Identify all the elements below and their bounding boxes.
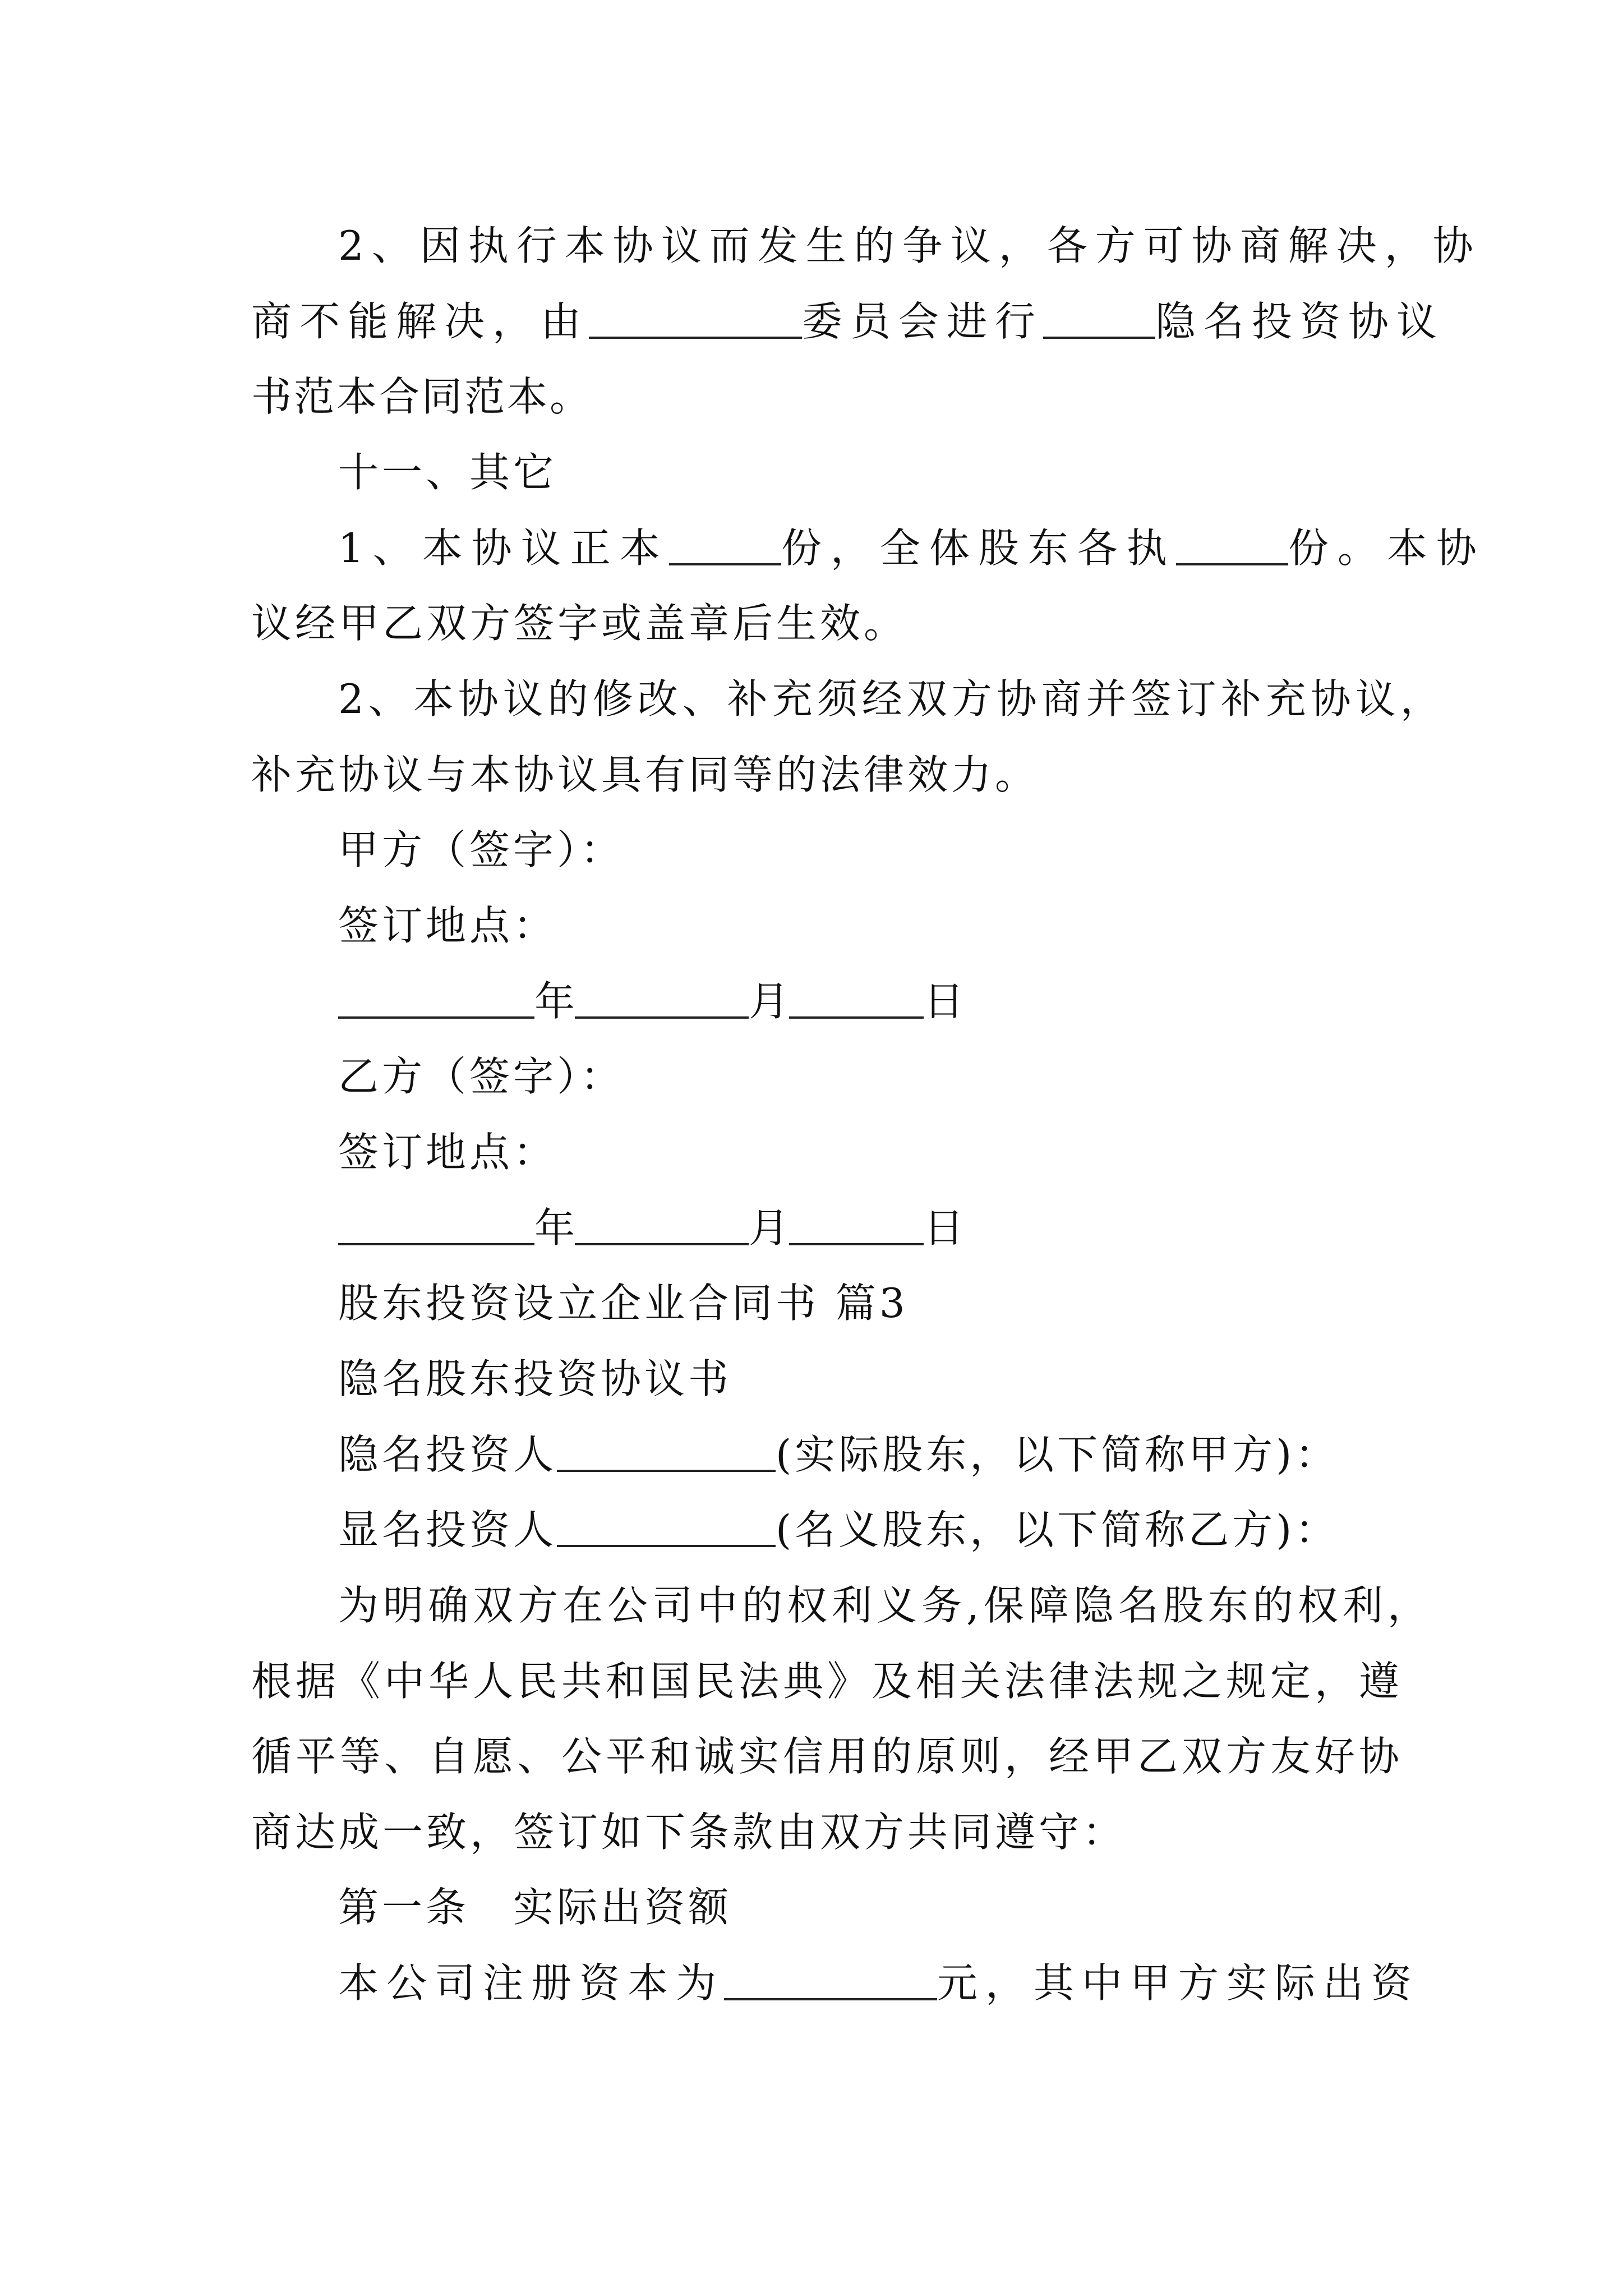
paragraph-line: [338, 520, 1486, 576]
text: 2、因执行本协议而发生的争议，各方可协商解决，协: [338, 222, 1481, 269]
text: 元，其中甲方实际出资: [937, 1959, 1420, 2007]
paragraph-line: [338, 218, 1481, 274]
named-investor-line: [338, 1502, 1339, 1558]
party-a-signature: [338, 822, 624, 878]
text: 根据《中华人民共和国民法典》及相关法律法规之规定，遵: [251, 1658, 1404, 1705]
paragraph-line: [338, 671, 1445, 727]
text: 甲方（签字）：: [338, 826, 625, 873]
party-b-place: [338, 1124, 557, 1180]
document-subheading: [338, 1351, 732, 1407]
text: 为明确双方在公司中的权利义务,保障隐名股东的权利，: [338, 1582, 1432, 1629]
text: 十一、其它: [338, 449, 557, 496]
blank-field: [589, 337, 802, 339]
text: 补充协议与本协议具有同等的法律效力。: [251, 751, 1039, 798]
article-heading: [338, 1879, 732, 1935]
blank-field: [1176, 563, 1288, 565]
paragraph-line: [251, 1653, 1403, 1709]
paragraph-line: [251, 293, 1445, 349]
document-heading: [338, 1275, 909, 1331]
text: 1、本协议正本: [338, 524, 669, 572]
text: 隐名股东投资协议书: [338, 1355, 732, 1402]
text: 委员会进行: [802, 298, 1044, 345]
text: 份，全体股东各执: [781, 524, 1176, 572]
blank-field: [724, 1998, 937, 2000]
text: 本公司注册资本为: [338, 1959, 725, 2007]
text: (名义股东，以下简称乙方)：: [776, 1506, 1339, 1553]
blank-field: [557, 1470, 776, 1472]
party-a-date: [338, 973, 964, 1029]
text: 日: [924, 1204, 965, 1251]
blank-field: [575, 1016, 749, 1019]
text: 隐名投资人: [338, 1431, 557, 1478]
party-b-signature: [338, 1048, 624, 1105]
paragraph-line: [251, 369, 592, 425]
text: 议经甲乙双方签字或盖章后生效。: [251, 600, 908, 647]
paragraph-line: [251, 1728, 1403, 1784]
text: 隐名投资协议: [1155, 298, 1445, 345]
paragraph-line: [251, 1804, 1126, 1860]
paragraph-line: [251, 595, 907, 651]
text: 乙方（签字）：: [338, 1053, 625, 1100]
party-b-date: [338, 1200, 964, 1256]
blank-field: [789, 1016, 924, 1019]
text: 份。本协: [1288, 524, 1486, 572]
text: 循平等、自愿、公平和诚实信用的原则，经甲乙双方友好协: [251, 1733, 1404, 1780]
paragraph-line: [251, 747, 1039, 803]
blank-field: [1043, 337, 1155, 339]
hidden-investor-line: [338, 1427, 1339, 1483]
paragraph-line: [338, 1955, 1419, 2011]
blank-field: [338, 1016, 534, 1019]
text: 年: [534, 978, 575, 1025]
text: 股东投资设立企业合同书 篇3: [338, 1280, 909, 1327]
party-a-place: [338, 898, 557, 954]
text: 签订地点：: [338, 1129, 557, 1176]
paragraph-line: [338, 1577, 1432, 1634]
text: 商不能解决，由: [251, 298, 589, 345]
text: 显名投资人: [338, 1506, 557, 1553]
blank-field: [789, 1243, 924, 1245]
text: 商达成一致，签订如下条款由双方共同遵守：: [251, 1809, 1127, 1856]
section-heading: [338, 444, 557, 500]
blank-field: [575, 1243, 749, 1245]
text: (实际股东，以下简称甲方)：: [776, 1431, 1339, 1478]
blank-field: [669, 563, 781, 565]
text: 书范本合同范本。: [251, 373, 593, 420]
text: 年: [534, 1204, 575, 1251]
text: 月: [749, 978, 790, 1025]
text: 月: [749, 1204, 790, 1251]
text: 日: [924, 978, 965, 1025]
text: 2、本协议的修改、补充须经双方协商并签订补充协议，: [338, 675, 1445, 723]
text: 签订地点：: [338, 902, 557, 949]
text: 第一条 实际出资额: [338, 1884, 732, 1931]
blank-field: [557, 1545, 776, 1547]
blank-field: [338, 1243, 534, 1245]
